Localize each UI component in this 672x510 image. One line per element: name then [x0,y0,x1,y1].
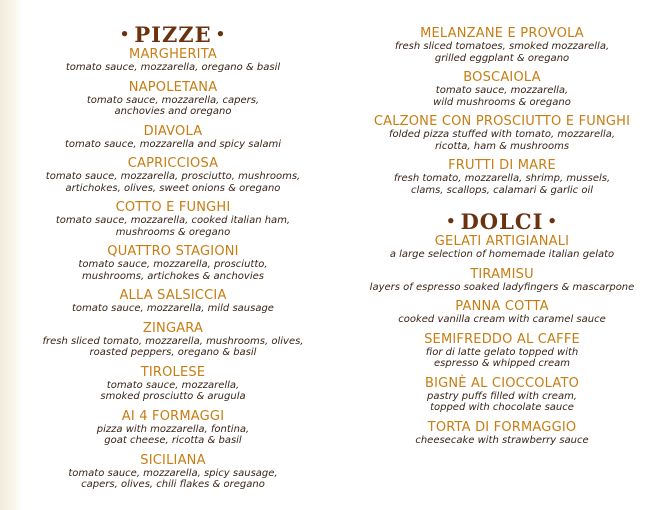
item-name: CAPRICCIOSA [127,156,219,171]
item-name: ALLA SALSICCIA [119,288,227,303]
bullet-icon: • [547,212,558,230]
menu-item [352,299,652,326]
bullet-icon: • [215,25,227,43]
item-description: folded pizza stuffed with tomato, mozzarella, ricotta, ham & mushrooms [388,129,616,152]
page-edge [0,0,22,510]
item-name: CALZONE CON PROSCIUTTO E FUNGHI [373,114,631,129]
item-name: TORTA DI FORMAGGIO [427,419,577,435]
item-name: MELANZANE E PROVOLA [420,26,584,41]
item-name: AI 4 FORMAGGI [121,408,225,424]
menu-item [352,267,652,294]
item-description: tomato sauce, mozzarella, prosciutto, mushrooms, artichokes, olives, sweet onions & oregano [45,171,301,194]
menu-item [352,332,652,370]
item-name: FRUTTI DI MARE [448,158,556,173]
menu-item [28,124,318,151]
item-name: NAPOLETANA [128,79,218,95]
menu-item [28,453,318,491]
menu-item [28,244,318,282]
item-description: tomato sauce, mozzarella and spicy salami [64,138,282,150]
section-title-dolci [352,210,652,233]
item-description: tomato sauce, mozzarella, cooked italian ham, mushrooms & oregano [55,215,291,238]
item-name: PANNA COTTA [455,299,549,314]
menu-item [352,420,652,447]
item-description: a large selection of homemade italian gelato [389,249,615,260]
item-description: fresh sliced tomatoes, smoked mozzarella, grilled eggplant & oregano [394,41,610,64]
item-description: cooked vanilla cream with caramel sauce [398,314,606,325]
item-name: BOSCAIOLA [463,70,541,85]
menu-item [28,321,318,359]
left-column [28,0,318,491]
menu-item [352,26,652,64]
item-name: BIGNÈ AL CIOCCOLATO [424,375,580,391]
section-title-text: PIZZE [134,22,212,47]
item-name: SEMIFREDDO AL CAFFE [424,331,580,347]
item-name: TIRAMISU [470,266,534,282]
item-description: tomato sauce, mozzarella, smoked prosciutto & arugula [100,379,246,402]
item-description: fresh tomato, mozzarella, shrimp, mussels, clams, scallops, calamari & garlic oil [393,173,611,196]
item-description: tomato sauce, mozzarella, spicy sausage, capers, olives, chili flakes & oregano [68,467,278,490]
menu-item [28,365,318,403]
item-description: layers of espresso soaked ladyfingers & mascarpone [369,281,635,293]
item-description: tomato sauce, mozzarella, wild mushrooms & oregano [433,85,571,108]
menu-item [28,47,318,74]
item-description: pizza with mozzarella, fontina, goat cheese, ricotta & basil [96,423,250,446]
menu-item [28,200,318,238]
item-name: TIROLESE [140,364,206,380]
menu-item [28,409,318,447]
section-title-text: DOLCI [460,209,544,234]
item-name: SICILIANA [140,452,206,468]
item-description: tomato sauce, mozzarella, mild sausage [72,303,274,314]
menu-item [352,70,652,108]
item-description: tomato sauce, mozzarella, prosciutto, mushrooms, artichokes & anchovies [78,259,268,282]
item-description: pastry puffs filled with cream, topped with chocolate sauce [426,390,577,413]
item-name: ZINGARA [142,320,204,336]
menu-item [28,80,318,118]
item-description: tomato sauce, mozzarella, capers, anchovies and oregano [86,94,260,117]
menu-item [352,376,652,414]
item-name: DIAVOLA [143,123,203,139]
right-column [352,0,652,446]
bullet-icon: • [119,25,131,43]
item-description: fior di latte gelato topped with espresso & whipped cream [425,346,579,369]
item-description: fresh sliced tomato, mozzarella, mushrooms, olives, roasted peppers, oregano & basil [42,335,304,358]
item-name: MARGHERITA [129,47,217,62]
menu-item [352,234,652,261]
bullet-icon: • [446,212,457,230]
item-name: COTTO E FUNGHI [115,200,231,215]
menu-item [352,114,652,152]
item-description: cheesecake with strawberry sauce [415,434,589,446]
item-name: QUATTRO STAGIONI [107,244,239,259]
item-name: GELATI ARTIGIANALI [434,234,570,249]
section-title-pizze [28,23,318,46]
menu-item [28,156,318,194]
menu-item [352,158,652,196]
menu-item [28,288,318,315]
item-description: tomato sauce, mozzarella, oregano & basil [65,62,281,73]
